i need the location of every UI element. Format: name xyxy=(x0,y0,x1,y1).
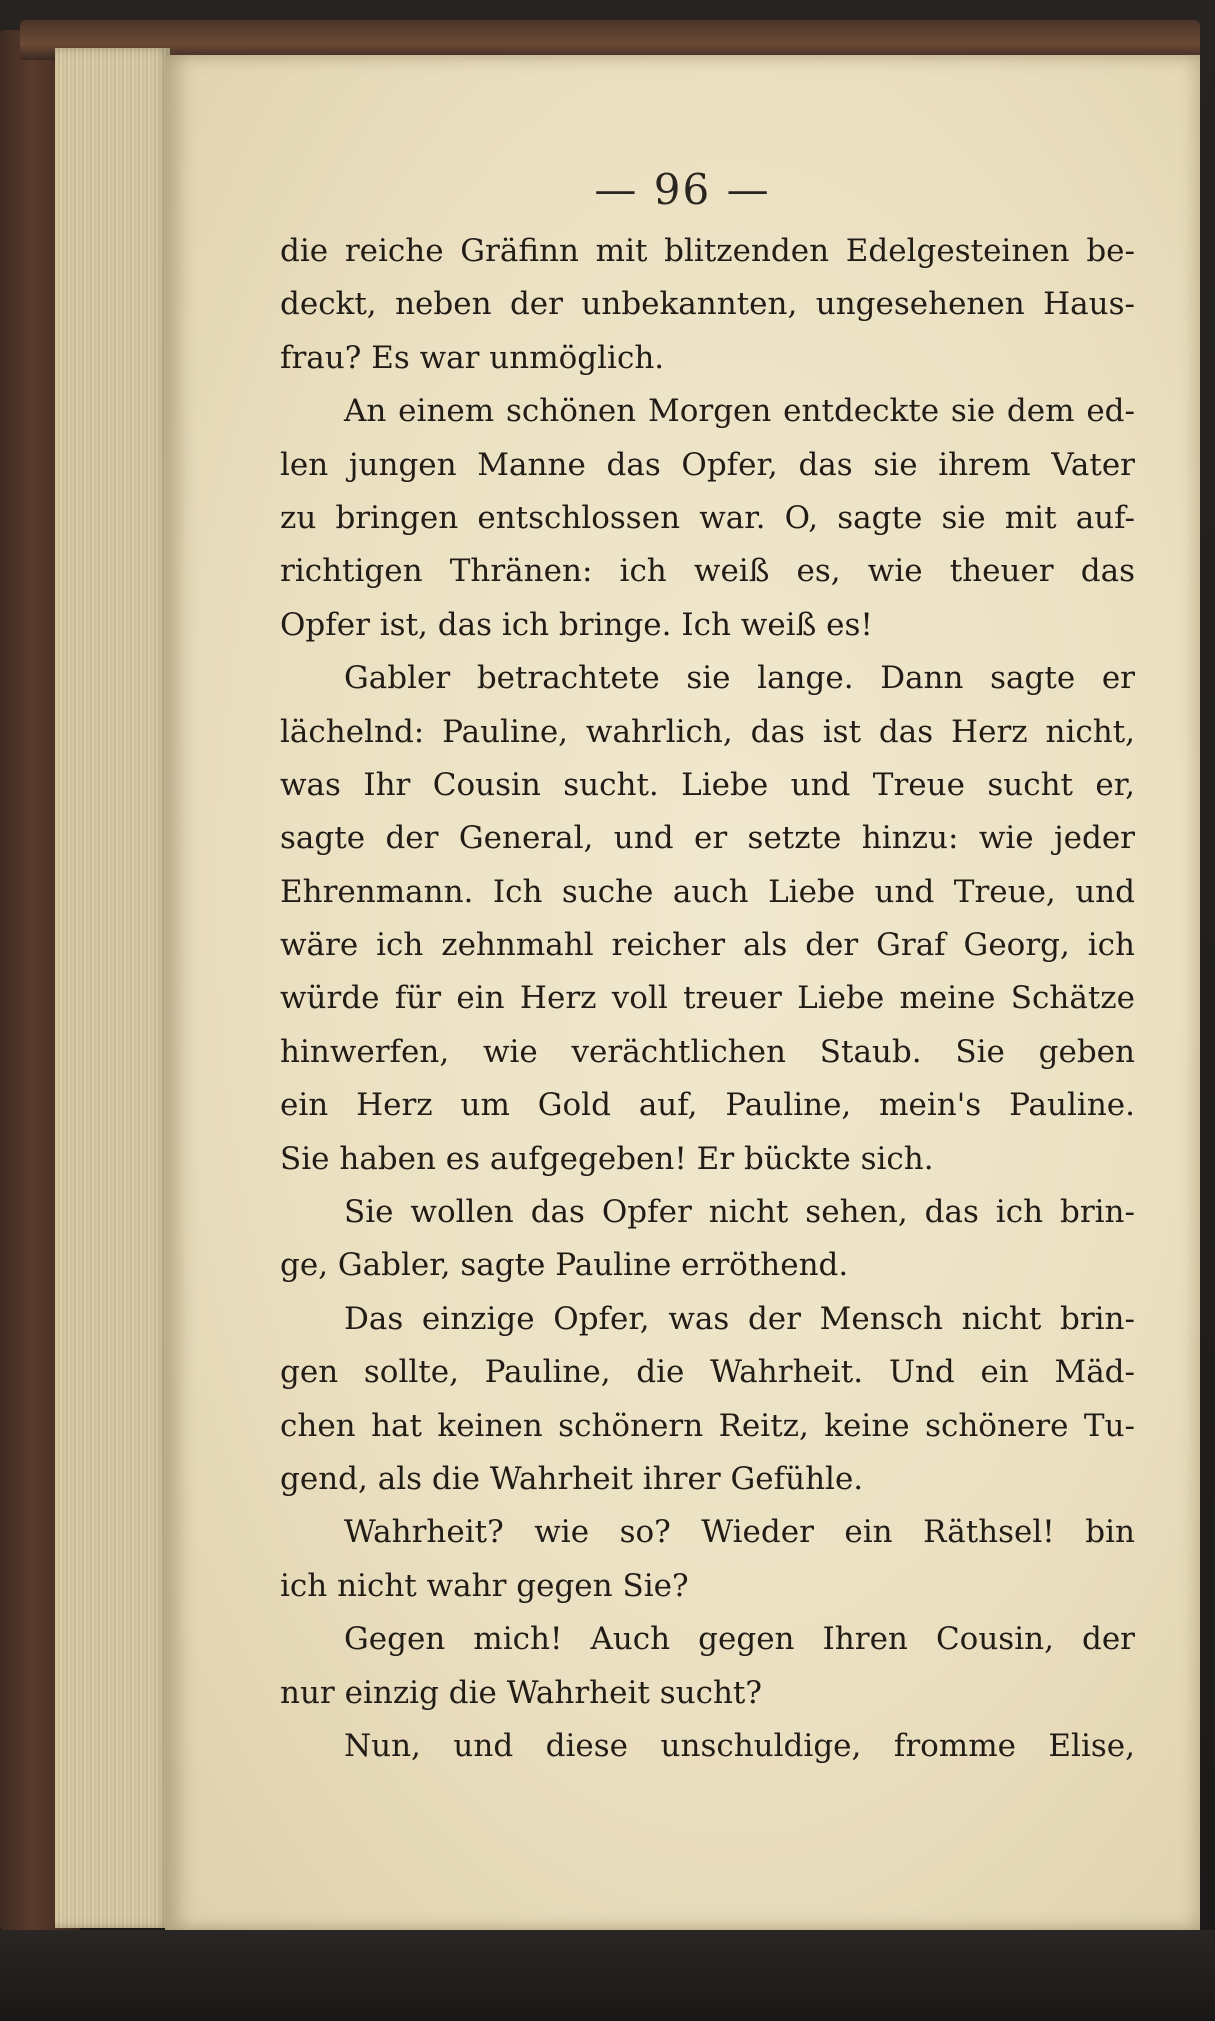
text-line: Ehrenmann. Ich suche auch Liebe und Treue, und xyxy=(280,873,1135,910)
text-line: gen sollte, Pauline, die Wahrheit. Und ein Mäd- xyxy=(280,1354,1135,1391)
text-line: was Ihr Cousin sucht. Liebe und Treue sucht er, xyxy=(280,766,1135,803)
text-line: ich nicht wahr gegen Sie? xyxy=(280,1567,689,1604)
text-line: deckt, neben der unbekannten, ungesehenen Haus- xyxy=(280,286,1135,323)
background-surface xyxy=(0,1930,1215,2021)
book-cover-top-edge xyxy=(20,20,1200,60)
text-line: lächelnd: Pauline, wahrlich, das ist das Herz nicht, xyxy=(280,713,1135,750)
text-line: Opfer ist, das ich bringe. Ich weiß es! xyxy=(280,606,873,643)
text-line: gend, als die Wahrheit ihrer Gefühle. xyxy=(280,1460,864,1497)
text-line: zu bringen entschlossen war. O, sagte sie mit auf- xyxy=(280,499,1135,536)
text-line: Das einzige Opfer, was der Mensch nicht brin- xyxy=(344,1300,1135,1337)
text-line: frau? Es war unmöglich. xyxy=(280,339,665,376)
text-line: die reiche Gräfinn mit blitzenden Edelgesteinen be- xyxy=(280,233,1135,269)
page-edges xyxy=(55,48,170,1928)
text-line: Sie haben es aufgegeben! Er bückte sich. xyxy=(280,1140,934,1177)
page-text xyxy=(280,225,1135,1773)
text-line: len jungen Manne das Opfer, das sie ihrem Vater xyxy=(280,446,1135,483)
text-line: chen hat keinen schönern Reitz, keine schönere Tu- xyxy=(280,1407,1135,1444)
text-line: Gegen mich! Auch gegen Ihren Cousin, der xyxy=(344,1621,1135,1658)
book-page xyxy=(165,55,1200,1930)
text-line: ge, Gabler, sagte Pauline erröthend. xyxy=(280,1247,849,1284)
text-line: nur einzig die Wahrheit sucht? xyxy=(280,1674,762,1711)
text-line: Sie wollen das Opfer nicht sehen, das ich brin- xyxy=(344,1194,1135,1231)
text-line: ein Herz um Gold auf, Pauline, mein's Pauline. xyxy=(280,1087,1135,1124)
text-line: richtigen Thränen: ich weiß es, wie theuer das xyxy=(280,553,1135,590)
text-line: Gabler betrachtete sie lange. Dann sagte er xyxy=(344,660,1135,697)
page-number: — 96 — xyxy=(594,165,771,214)
text-line: hinwerfen, wie verächtlichen Staub. Sie geben xyxy=(280,1033,1135,1070)
text-line: wäre ich zehnmahl reicher als der Graf Georg, ich xyxy=(280,927,1135,964)
text-line: würde für ein Herz voll treuer Liebe meine Schätze xyxy=(280,980,1135,1017)
text-line: An einem schönen Morgen entdeckte sie dem ed- xyxy=(344,393,1135,430)
text-line: sagte der General, und er setzte hinzu: wie jeder xyxy=(280,820,1135,857)
text-line: Wahrheit? wie so? Wieder ein Räthsel! bin xyxy=(344,1514,1135,1551)
text-line: Nun, und diese unschuldige, fromme Elise, xyxy=(344,1727,1135,1764)
